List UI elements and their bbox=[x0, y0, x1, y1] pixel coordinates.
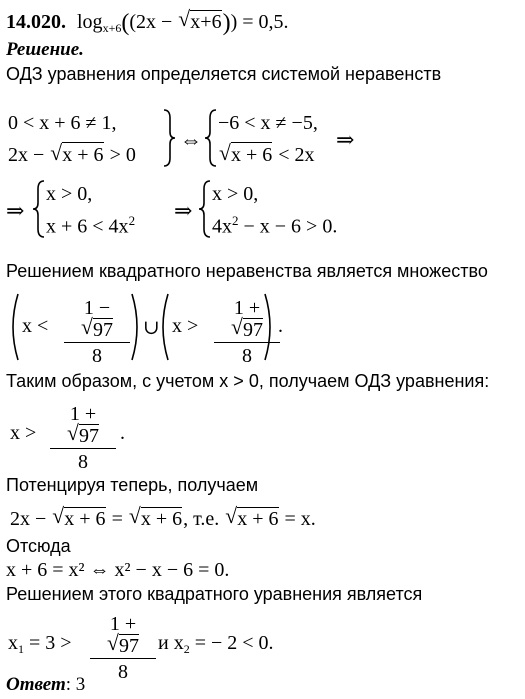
potentiated-equation: 2x − √ x + 6 = √ x + 6, т.е. √ x + 6 = x. bbox=[6, 507, 316, 529]
union-right-x: x > bbox=[172, 315, 199, 337]
right-brace-icon bbox=[162, 108, 176, 168]
answer-line bbox=[6, 675, 85, 694]
root-x1: $x_1 = 3$ > bbox=[8, 632, 72, 656]
right-paren-icon bbox=[130, 292, 144, 362]
hence-equation: x + 6 = x² ⇔ x² − x − 6 = 0. bbox=[6, 559, 230, 581]
system-odz bbox=[6, 112, 406, 170]
union-left-x: x < bbox=[22, 315, 49, 337]
log-word: log bbox=[77, 11, 103, 33]
left-brace-icon bbox=[32, 179, 46, 239]
answer-value: : 3 bbox=[65, 674, 86, 695]
quad-eq-text: Решением этого квадратного уравнения является bbox=[6, 584, 423, 604]
left-paren-icon bbox=[6, 292, 20, 362]
union-end: . bbox=[278, 315, 283, 337]
equiv-sign: ⇔ bbox=[180, 127, 202, 152]
system2-right-row2: $4x^2 - x - 6 > 0$. bbox=[212, 213, 338, 238]
root-x2: и $x_2$ = − 2 < 0. bbox=[158, 632, 274, 656]
system1-left-row2: 2x − √ x + 6 > 0 bbox=[8, 142, 136, 167]
quad-solution-text: Решением квадратного неравенства является множество bbox=[6, 261, 488, 281]
union-set bbox=[6, 292, 326, 367]
system1-left-row1: 0 < x + 6 ≠ 1, bbox=[8, 112, 117, 134]
union-sign: ∪ bbox=[143, 317, 160, 339]
right-paren-icon bbox=[263, 292, 277, 362]
fraction-root: $\frac{1 + √ 97}{8}$ bbox=[90, 614, 156, 682]
implies-sign: ⇒ bbox=[174, 198, 193, 223]
fraction-odz: $\frac{1 + √ 97}{8}$ bbox=[50, 404, 116, 472]
implies-sign: ⇒ bbox=[336, 127, 355, 152]
odz-intro-text: ОДЗ уравнения определяется системой неравенств bbox=[6, 64, 442, 84]
system1-right-row2: √ x + 6 < 2x bbox=[218, 142, 315, 167]
roots bbox=[6, 612, 426, 683]
fraction-right: $\frac{1 + √ 97}{8}$ bbox=[214, 298, 280, 366]
odz-result-x: x > bbox=[10, 422, 37, 444]
left-brace-icon bbox=[204, 108, 218, 168]
solution-label: Решение. bbox=[6, 39, 84, 60]
potentiate-text: Потенцируя теперь, получаем bbox=[6, 475, 259, 495]
system2-left-row1: x > 0, bbox=[46, 183, 93, 205]
left-paren-icon bbox=[156, 292, 170, 362]
hence-text: Отсюда bbox=[6, 536, 71, 556]
system2-left-row2: $x + 6 < 4x^2$ bbox=[46, 213, 136, 238]
system-derived bbox=[6, 183, 406, 241]
equation-close: ) = 0,5. bbox=[230, 11, 289, 33]
implies-sign: ⇒ bbox=[6, 198, 25, 223]
equation-open: (2x − bbox=[129, 11, 178, 33]
problem-statement: 14.020. $\log_{x+6}((2x$ − √ x+6)) = 0,5. bbox=[6, 10, 289, 35]
fraction-left: $\frac{1 - √ 97}{8}$ bbox=[64, 298, 130, 366]
answer-label: Ответ bbox=[6, 674, 66, 695]
equation-sqrt: √ x+6 bbox=[178, 10, 221, 32]
problem-number: 14.020. bbox=[6, 11, 66, 33]
odz-result-end: . bbox=[120, 422, 125, 444]
thus-text: Таким образом, с учетом x > 0, получаем ОДЗ уравнения: bbox=[6, 371, 490, 391]
log-base: x+6 bbox=[102, 21, 122, 35]
system1-right-row1: −6 < x ≠ −5, bbox=[218, 112, 318, 134]
left-brace-icon bbox=[198, 179, 212, 239]
system2-right-row1: x > 0, bbox=[212, 183, 259, 205]
odz-result bbox=[6, 402, 206, 473]
